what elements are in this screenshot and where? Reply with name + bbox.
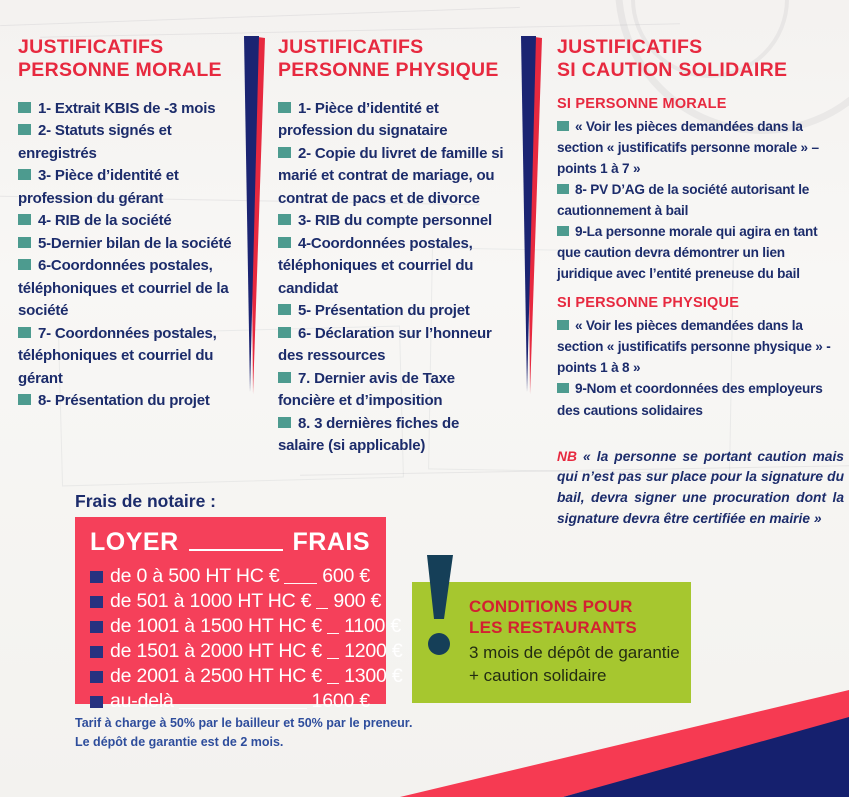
- table-row: [90, 614, 402, 639]
- list-item: [278, 413, 508, 458]
- nb-prefix: NB: [557, 448, 577, 464]
- conditions-title-line2: LES RESTAURANTS: [469, 617, 637, 637]
- item-text: « Voir les pièces demandées dans la section « justificatifs personne physique » - points 1 à 8 »: [557, 318, 831, 376]
- bullet-square-icon: [557, 184, 569, 194]
- leader-line: [316, 608, 328, 609]
- row-label: de 0 à 500 HT HC €: [110, 565, 280, 587]
- table-row: [90, 589, 382, 614]
- conditions-title-line1: CONDITIONS POUR: [469, 597, 633, 616]
- list-item: [18, 210, 245, 233]
- footnote-line1: Tarif à charge à 50% par le bailleur et 50% par le preneur.: [75, 716, 413, 730]
- bullet-square-icon: [90, 621, 103, 633]
- divider-wedge-icon: [518, 36, 546, 400]
- item-text: 8- PV D’AG de la société autorisant le cautionnement à bail: [557, 181, 810, 219]
- bullet-square-icon: [18, 237, 31, 248]
- leader-line: [327, 658, 339, 659]
- divider-wedge-icon: [241, 36, 269, 400]
- item-text: « Voir les pièces demandées dans la section « justificatifs personne morale » – points 1 à 7 »: [557, 118, 819, 176]
- row-value: 1100 €: [344, 615, 402, 637]
- notary-fees-title: Frais de notaire :: [75, 491, 217, 511]
- bullet-square-icon: [18, 124, 31, 135]
- list-item: [18, 165, 245, 210]
- bullet-square-icon: [18, 102, 31, 113]
- section-title-line2: PERSONNE PHYSIQUE: [278, 59, 499, 82]
- bullet-square-icon: [557, 320, 569, 330]
- list-item: [278, 143, 508, 211]
- bullet-square-icon: [557, 121, 569, 131]
- bullet-square-icon: [18, 169, 31, 180]
- column-header-loyer: LOYER: [90, 528, 179, 556]
- list-item: [278, 210, 508, 233]
- bullet-square-icon: [90, 571, 103, 583]
- list-item: [18, 390, 245, 413]
- item-text: 6- Déclaration sur l’honneur des ressources: [278, 324, 492, 365]
- list-item: [557, 179, 844, 221]
- item-text: 6-Coordonnées postales, téléphoniques et courriel de la société: [18, 257, 229, 320]
- bullet-square-icon: [278, 147, 291, 158]
- list-item: [278, 368, 508, 413]
- leader-line: [189, 549, 283, 551]
- notary-fees-table: [75, 517, 403, 712]
- item-text: 2- Copie du livret de famille si marié et contrat de mariage, ou contrat de pacs et de divorce: [278, 144, 504, 207]
- section-title-line1: JUSTIFICATIFS: [18, 36, 164, 58]
- row-value: 1300 €: [344, 665, 403, 687]
- bullet-square-icon: [557, 226, 569, 236]
- item-text: 9-La personne morale qui agira en tant que caution devra démontrer un lien juridique avec l’entité preneuse du bail: [557, 224, 818, 282]
- section-title-line2: SI CAUTION SOLIDAIRE: [557, 59, 788, 82]
- document-list: [18, 98, 245, 413]
- exclamation-icon: [423, 555, 457, 661]
- section-title-line1: JUSTIFICATIFS: [278, 36, 424, 58]
- list-item: [557, 221, 844, 284]
- bullet-square-icon: [90, 646, 103, 658]
- document-list: [557, 116, 844, 285]
- row-value: 1600 €: [311, 690, 370, 712]
- list-item: [557, 378, 844, 420]
- bullet-square-icon: [278, 237, 291, 248]
- bullet-square-icon: [278, 372, 291, 383]
- conditions-body-line2: + caution solidaire: [469, 666, 607, 686]
- item-text: 1- Pièce d’identité et profession du signataire: [278, 99, 448, 140]
- bullet-square-icon: [278, 417, 291, 428]
- item-text: 4-Coordonnées postales, téléphoniques et courriel du candidat: [278, 234, 474, 297]
- item-text: 9-Nom et coordonnées des employeurs des cautions solidaires: [557, 381, 823, 418]
- list-item: [18, 323, 245, 391]
- conditions-title: [469, 597, 681, 638]
- item-text: 7- Coordonnées postales, téléphoniques et courriel du gérant: [18, 324, 217, 387]
- section-title: [278, 36, 508, 83]
- list-item: [18, 98, 245, 121]
- section-personne-physique: [278, 36, 508, 458]
- item-text: 8- Présentation du projet: [38, 392, 210, 410]
- bullet-square-icon: [18, 394, 31, 405]
- list-item: [278, 300, 508, 323]
- nb-text: « la personne se portant caution mais qui n’est pas sur place pour la signature du bail, devra signer une procuration dont la signature devra être certifiée en mairie »: [557, 448, 844, 526]
- item-text: 8. 3 dernières fiches de salaire (si applicable): [278, 414, 460, 455]
- subsection-title-physique: SI PERSONNE PHYSIQUE: [557, 295, 740, 312]
- background-sketch-line: [0, 7, 520, 26]
- section-personne-morale: [18, 36, 245, 413]
- bullet-square-icon: [557, 383, 569, 393]
- item-text: 5- Présentation du projet: [298, 302, 470, 320]
- bottom-diagonal-stripes: [0, 677, 849, 797]
- item-text: 3- RIB du compte personnel: [298, 212, 492, 230]
- section-title: [557, 36, 844, 83]
- row-value: 1200 €: [344, 640, 403, 662]
- item-text: 1- Extrait KBIS de -3 mois: [38, 99, 216, 117]
- conditions-body-line1: 3 mois de dépôt de garantie: [469, 643, 680, 663]
- bullet-square-icon: [278, 327, 291, 338]
- document-list: [278, 98, 508, 458]
- row-label: de 501 à 1000 HT HC €: [110, 590, 312, 612]
- document-list: [557, 315, 844, 420]
- item-text: 5-Dernier bilan de la société: [38, 234, 232, 252]
- leader-line: [327, 633, 339, 634]
- list-item: [18, 233, 245, 256]
- nb-note: [557, 447, 844, 530]
- section-caution-solidaire: [557, 36, 844, 529]
- list-item: [278, 233, 508, 301]
- row-value: 600 €: [322, 565, 370, 587]
- bullet-square-icon: [278, 102, 291, 113]
- table-row: [90, 564, 370, 589]
- row-label: au-delà: [110, 690, 174, 712]
- bullet-square-icon: [90, 596, 103, 608]
- table-row: [90, 639, 403, 664]
- bullet-square-icon: [278, 304, 291, 315]
- bullet-square-icon: [18, 259, 31, 270]
- section-title: [18, 36, 245, 83]
- list-item: [557, 116, 844, 179]
- row-label: de 2001 à 2500 HT HC €: [110, 665, 323, 687]
- bullet-square-icon: [18, 214, 31, 225]
- item-text: 4- RIB de la société: [38, 212, 172, 230]
- row-label: de 1001 à 1500 HT HC €: [110, 615, 323, 637]
- row-value: 900 €: [333, 590, 382, 612]
- column-header-frais: FRAIS: [292, 528, 370, 556]
- bullet-square-icon: [278, 214, 291, 225]
- section-title-line1: JUSTIFICATIFS: [557, 36, 703, 58]
- subsection-title-morale: SI PERSONNE MORALE: [557, 95, 727, 112]
- bullet-square-icon: [18, 327, 31, 338]
- row-label: de 1501 à 2000 HT HC €: [110, 640, 323, 662]
- footnote-line2: Le dépôt de garantie est de 2 mois.: [75, 734, 284, 749]
- list-item: [18, 255, 245, 323]
- list-item: [278, 323, 508, 368]
- item-text: 3- Pièce d’identité et profession du gérant: [18, 167, 179, 207]
- list-item: [278, 98, 508, 143]
- table-header-row: [90, 528, 370, 557]
- item-text: 7. Dernier avis de Taxe foncière et d’imposition: [278, 369, 455, 410]
- item-text: 2- Statuts signés et enregistrés: [18, 122, 172, 162]
- list-item: [557, 315, 844, 378]
- list-item: [18, 120, 245, 165]
- section-title-line2: PERSONNE MORALE: [18, 59, 222, 82]
- leader-line: [284, 583, 317, 584]
